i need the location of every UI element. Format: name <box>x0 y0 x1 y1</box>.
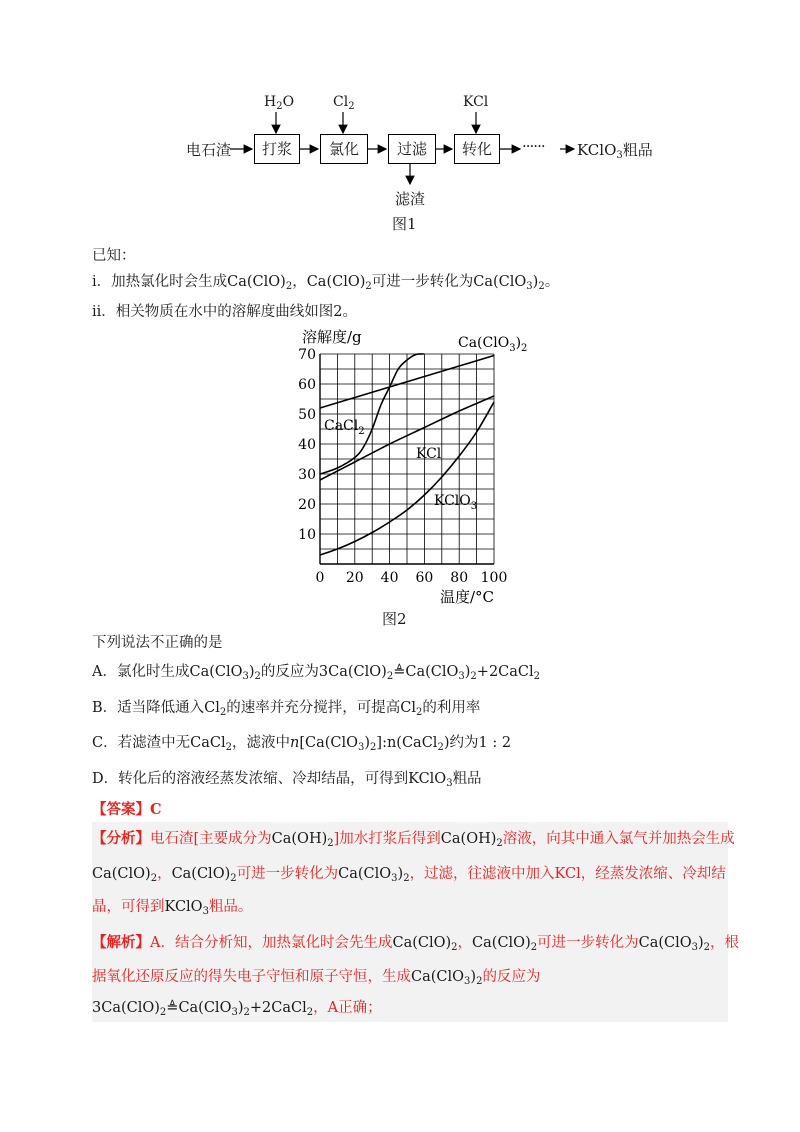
x-tick-label: 0 <box>315 570 325 586</box>
y-tick-label: 10 <box>298 527 316 543</box>
explanation-line-2: 据氧化还原反应的得失电子守恒和原子守恒，生成$Ca(ClO_3)_2$的反应为 <box>92 969 541 987</box>
analysis-line-1: 【分析】电石渣[主要成分为$Ca(OH)_2$]加水打浆后得到$Ca(OH)_2$溶液，向其中通入氯气并加热会生成 <box>92 830 735 849</box>
series-label-cacl2: CaCl$_2$ <box>324 418 365 437</box>
option-c: C．若滤渣中无CaCl$_2$，滤液中$n[Ca(ClO_3)_2]:n(CaCl_2)$约为1 : 2 <box>92 735 512 753</box>
analysis-line-2: $Ca(ClO)_2$，$Ca(ClO)_2$可进一步转化为$Ca(ClO_3)_2$，过滤，往滤液中加入KCl，经蒸发浓缩、冷却结 <box>92 866 726 884</box>
option-a: A．氯化时生成$Ca(ClO_3)_2$的反应为$3Ca(ClO)_2≜Ca(ClO_3)_2+2CaCl_2$ <box>92 664 541 682</box>
flow-input-chlorine: $Cl_2$ <box>333 94 355 112</box>
option-d: D．转化后的溶液经蒸发浓缩、冷却结晶，可得到KClO$_3$粗品 <box>92 771 482 789</box>
known-item-ii: ii．相关物质在水中的溶解度曲线如图2。 <box>92 304 357 320</box>
solubility-chart <box>280 322 540 622</box>
y-tick-label: 30 <box>298 467 316 483</box>
y-tick-label: 70 <box>298 347 316 363</box>
flow-input-kcl: KCl <box>463 94 489 110</box>
y-tick-label: 60 <box>298 377 316 393</box>
chart-grid <box>320 354 494 564</box>
chart-ylabel: 溶解度/g <box>302 328 362 346</box>
figure1-caption: 图1 <box>392 215 417 233</box>
flow-step-slurry: 打浆 <box>254 134 300 164</box>
explanation-line-1: 【解析】A．结合分析知，加热氯化时会先生成$Ca(ClO)_2$，$Ca(ClO)_2$可进一步转化为$Ca(ClO_3)_2$，根 <box>92 934 740 953</box>
x-tick-label: 60 <box>415 570 434 586</box>
answer-line: 【答案】C <box>92 801 162 818</box>
flow-residue: 滤渣 <box>395 190 426 208</box>
x-tick-label: 40 <box>380 570 399 586</box>
flow-step-chlorination: 氯化 <box>320 134 368 164</box>
series-label-kclo3: KClO$_3$ <box>434 493 478 512</box>
series-label-caclo3: $Ca(ClO_3)_2$ <box>458 335 528 354</box>
y-tick-label: 50 <box>298 407 316 423</box>
series-label-kcl: KCl <box>416 446 442 462</box>
x-tick-label: 20 <box>345 570 364 586</box>
flow-arrows <box>0 0 800 200</box>
y-tick-label: 20 <box>298 497 316 513</box>
figure2-caption: 图2 <box>382 610 407 628</box>
analysis-line-3: 晶，可得到KClO$_3$粗品。 <box>92 899 253 917</box>
explanation-line-3: $3Ca(ClO)_2≜Ca(ClO_3)_2+2CaCl_2$，A正确； <box>92 1000 382 1018</box>
answer-panel <box>92 822 728 1022</box>
option-b: B．适当降低通入$Cl_2$的速率并充分搅拌，可提高$Cl_2$的利用率 <box>92 700 481 718</box>
x-tick-label: 80 <box>450 570 469 586</box>
flow-step-conversion: 转化 <box>454 134 500 164</box>
known-heading: 已知： <box>92 248 136 264</box>
flow-input-water: $H_2O$ <box>264 94 295 112</box>
flow-ellipsis: ······ <box>522 137 545 155</box>
flow-product: KClO$_3$粗品 <box>577 141 653 161</box>
x-tick-label: 100 <box>480 570 508 586</box>
flow-step-filtration: 过滤 <box>388 134 436 164</box>
known-item-i: i．加热氯化时会生成$Ca(ClO)_2$，$Ca(ClO)_2$可进一步转化为$Ca(ClO_3)_2$。 <box>92 274 560 292</box>
question-stem: 下列说法不正确的是 <box>92 635 223 651</box>
y-tick-label: 40 <box>298 437 316 453</box>
chart-xlabel: 温度/°C <box>440 588 495 606</box>
flow-start: 电石渣 <box>186 141 232 159</box>
